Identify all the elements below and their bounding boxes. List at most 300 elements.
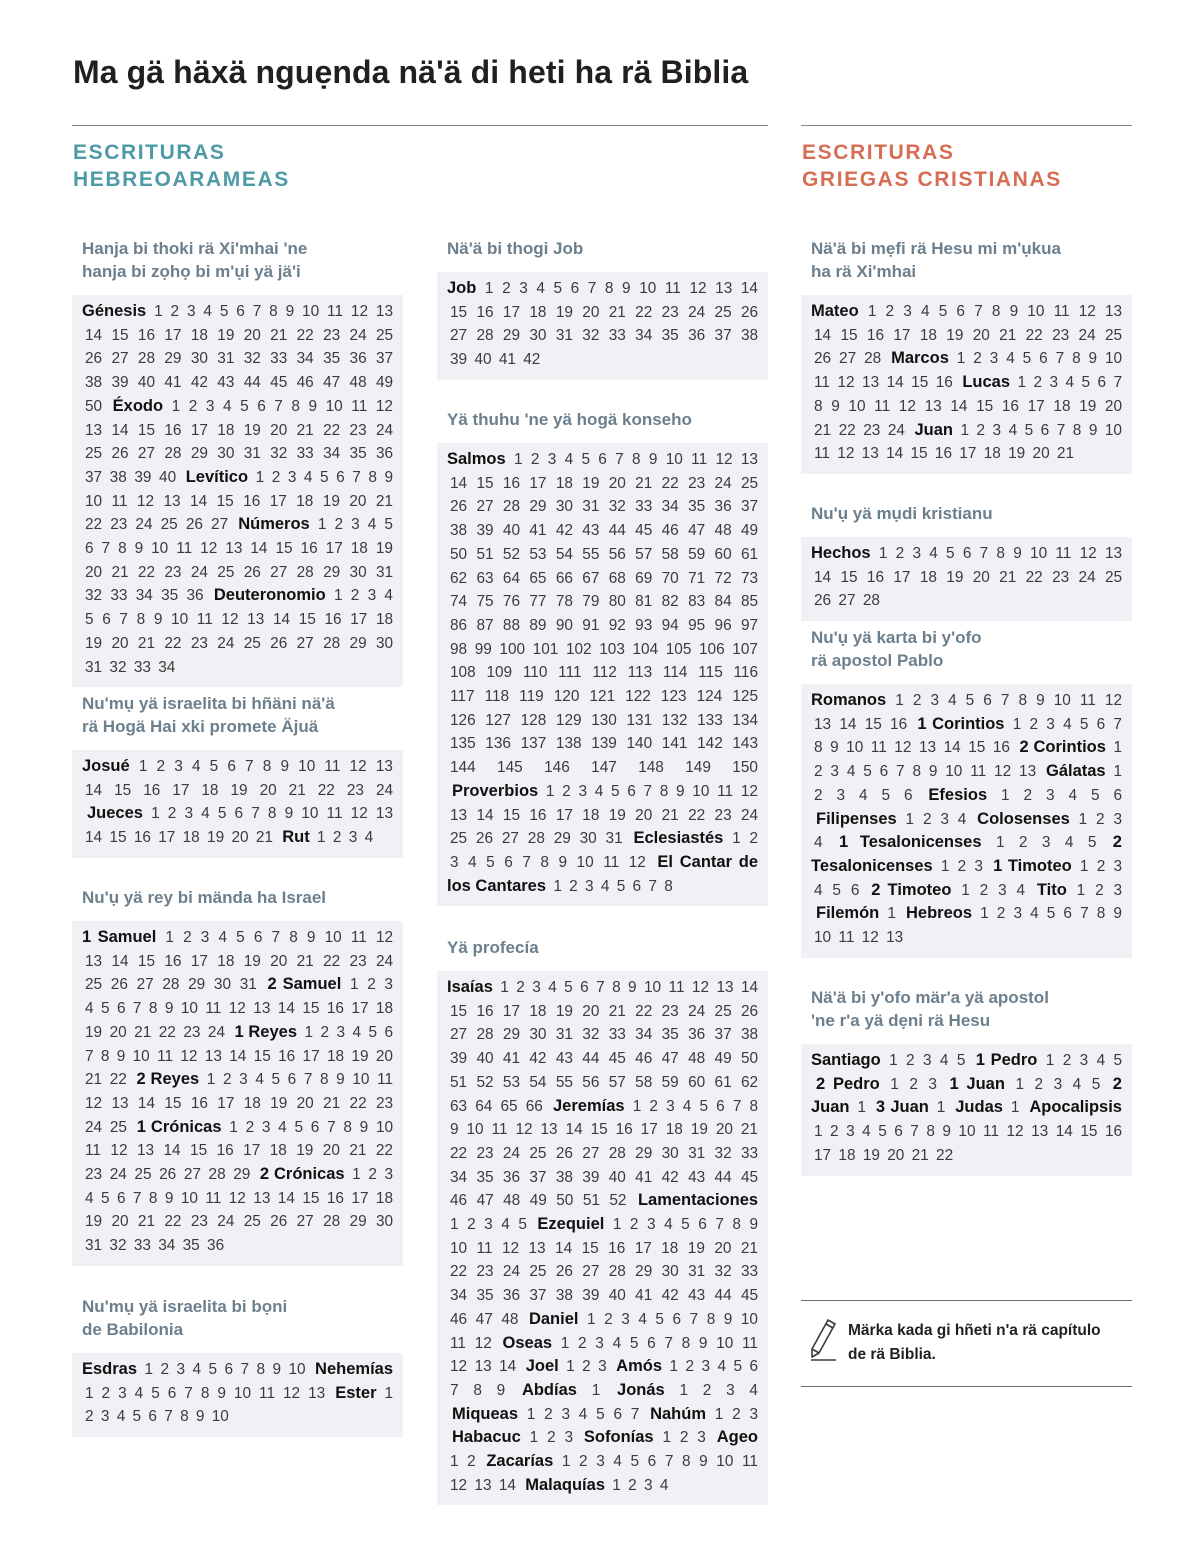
chapter-number[interactable]: 21 (270, 326, 288, 344)
chapter-number[interactable]: 37 (375, 350, 394, 368)
chapter-number[interactable]: 21 (296, 952, 314, 970)
chapter-number[interactable]: 27 (183, 1166, 201, 1184)
chapter-number[interactable]: 7 (450, 1381, 459, 1399)
chapter-number[interactable]: 16 (890, 715, 908, 733)
chapter-number[interactable]: 5 (1024, 421, 1034, 439)
chapter-number[interactable]: 23 (1052, 326, 1070, 344)
chapter-number[interactable]: 13 (450, 806, 468, 824)
chapter-number[interactable]: 92 (608, 616, 626, 634)
chapter-number[interactable]: 55 (555, 1073, 573, 1091)
chapter-number[interactable]: 57 (608, 1073, 626, 1091)
chapter-number[interactable]: 16 (529, 806, 547, 824)
chapter-number[interactable]: 13 (1104, 545, 1123, 562)
chapter-number[interactable]: 10 (171, 611, 189, 629)
chapter-number[interactable]: 13 (247, 611, 265, 629)
chapter-number[interactable]: 8 (604, 280, 614, 297)
chapter-number[interactable]: 3 (701, 1358, 710, 1376)
chapter-number[interactable]: 18 (201, 781, 219, 799)
chapter-number[interactable]: 13 (715, 280, 733, 297)
chapter-number[interactable]: 35 (661, 1026, 679, 1044)
chapter-number[interactable]: 1 (814, 1123, 823, 1141)
chapter-number[interactable]: 22 (1025, 326, 1043, 344)
chapter-number[interactable]: 25 (714, 303, 732, 321)
chapter-number[interactable]: 67 (582, 569, 600, 587)
chapter-number[interactable]: 7 (352, 468, 361, 486)
chapter-number[interactable]: 10 (325, 397, 343, 415)
chapter-number[interactable]: 2 (922, 810, 932, 828)
chapter-number[interactable]: 10 (211, 1408, 229, 1426)
chapter-number[interactable]: 8 (814, 739, 823, 757)
chapter-number[interactable]: 41 (164, 374, 182, 392)
chapter-number[interactable]: 15 (275, 540, 293, 558)
chapter-number[interactable]: 27 (582, 1144, 600, 1162)
chapter-number[interactable]: 6 (253, 929, 263, 946)
chapter-number[interactable]: 1 (960, 421, 969, 439)
chapter-number[interactable]: 3 (384, 1166, 394, 1184)
chapter-number[interactable]: 6 (310, 1118, 320, 1136)
chapter-number[interactable]: 9 (749, 1216, 759, 1234)
chapter-number[interactable]: 5 (629, 1334, 639, 1352)
chapter-number[interactable]: 96 (714, 616, 732, 634)
chapter-number[interactable]: 7 (689, 1310, 699, 1328)
chapter-number[interactable]: 5 (553, 280, 563, 297)
chapter-number[interactable]: 31 (85, 658, 103, 676)
chapter-number[interactable]: 10 (1027, 303, 1045, 320)
chapter-number[interactable]: 9 (164, 1000, 174, 1018)
chapter-number[interactable]: 4 (85, 1189, 94, 1207)
chapter-number[interactable]: 25 (217, 563, 235, 581)
chapter-number[interactable]: 7 (164, 1408, 173, 1426)
chapter-number[interactable]: 82 (661, 593, 679, 611)
chapter-number[interactable]: 49 (714, 1050, 732, 1068)
chapter-number[interactable]: 3 (1013, 905, 1023, 923)
chapter-number[interactable]: 17 (350, 611, 368, 629)
chapter-number[interactable]: 2 (830, 1123, 839, 1141)
chapter-number[interactable]: 2 (167, 805, 177, 823)
chapter-number[interactable]: 5 (320, 468, 329, 486)
chapter-number[interactable]: 6 (716, 1097, 725, 1115)
chapter-number[interactable]: 15 (302, 1189, 320, 1207)
chapter-number[interactable]: 7 (303, 1071, 313, 1089)
chapter-number[interactable]: 9 (450, 1121, 459, 1139)
chapter-number[interactable]: 50 (740, 1050, 759, 1068)
chapter-number[interactable]: 10 (298, 758, 316, 775)
chapter-number[interactable]: 5 (100, 1000, 110, 1018)
chapter-number[interactable]: 5 (832, 881, 841, 899)
chapter-number[interactable]: 5 (132, 1408, 142, 1426)
chapter-number[interactable]: 4 (929, 545, 938, 562)
chapter-number[interactable]: 22 (661, 474, 679, 492)
chapter-number[interactable]: 25 (740, 474, 759, 492)
chapter-number[interactable]: 21 (296, 421, 314, 439)
chapter-number[interactable]: 12 (349, 758, 367, 775)
chapter-number[interactable]: 27 (111, 350, 129, 368)
chapter-number[interactable]: 110 (522, 664, 548, 682)
chapter-number[interactable]: 4 (116, 1408, 126, 1426)
chapter-number[interactable]: 12 (450, 1476, 468, 1494)
chapter-number[interactable]: 2 (1095, 881, 1104, 899)
chapter-number[interactable]: 40 (608, 1168, 626, 1186)
chapter-number[interactable]: 5 (878, 1123, 887, 1141)
chapter-number[interactable]: 2 (578, 1334, 587, 1352)
chapter-number[interactable]: 4 (814, 834, 823, 852)
chapter-number[interactable]: 14 (277, 1000, 295, 1018)
chapter-number[interactable]: 30 (661, 1144, 679, 1162)
chapter-number[interactable]: 13 (1019, 763, 1037, 781)
chapter-number[interactable]: 11 (691, 451, 708, 468)
chapter-number[interactable]: 61 (740, 545, 759, 563)
chapter-number[interactable]: 37 (529, 1168, 547, 1186)
chapter-number[interactable]: 8 (1072, 421, 1082, 439)
chapter-number[interactable]: 4 (920, 303, 930, 320)
chapter-number[interactable]: 4 (548, 979, 557, 996)
chapter-number[interactable]: 2 (467, 1216, 476, 1234)
chapter-number[interactable]: 2 (1062, 1052, 1072, 1069)
chapter-number[interactable]: 66 (525, 1097, 543, 1115)
chapter-number[interactable]: 31 (239, 976, 257, 994)
chapter-number[interactable]: 7 (896, 763, 905, 781)
chapter-number[interactable]: 6 (1063, 905, 1072, 923)
chapter-number[interactable]: 25 (714, 1002, 732, 1020)
chapter-number[interactable]: 3 (912, 545, 921, 562)
chapter-number[interactable]: 4 (749, 1381, 758, 1399)
chapter-number[interactable]: 20 (270, 421, 288, 439)
chapter-number[interactable]: 47 (475, 1310, 493, 1328)
chapter-number[interactable]: 15 (111, 326, 129, 344)
chapter-number[interactable]: 16 (1001, 397, 1019, 415)
chapter-number[interactable]: 12 (501, 1239, 520, 1257)
chapter-number[interactable]: 3 (846, 1123, 855, 1141)
chapter-number[interactable]: 2 (1033, 374, 1043, 392)
chapter-number[interactable]: 58 (661, 545, 679, 563)
chapter-number[interactable]: 13 (740, 451, 758, 468)
chapter-number[interactable]: 138 (555, 735, 582, 753)
chapter-number[interactable]: 8 (540, 853, 549, 871)
chapter-number[interactable]: 5 (236, 929, 245, 946)
chapter-number[interactable]: 7 (587, 280, 597, 297)
chapter-number[interactable]: 26 (110, 976, 128, 994)
chapter-number[interactable]: 10 (180, 1189, 198, 1207)
chapter-number[interactable]: 17 (814, 1146, 832, 1164)
chapter-number[interactable]: 12 (350, 805, 368, 823)
chapter-number[interactable]: 8 (991, 303, 1001, 320)
chapter-number[interactable]: 13 (814, 715, 832, 733)
chapter-number[interactable]: 24 (502, 1263, 521, 1281)
chapter-number[interactable]: 1 (587, 1310, 596, 1328)
chapter-number[interactable]: 10 (288, 1361, 306, 1378)
chapter-number[interactable]: 8 (320, 1071, 329, 1089)
chapter-number[interactable]: 2 (1023, 786, 1033, 804)
chapter-number[interactable]: 1 (612, 1216, 622, 1234)
chapter-number[interactable]: 8 (148, 1189, 158, 1207)
chapter-number[interactable]: 17 (190, 421, 208, 439)
chapter-number[interactable]: 91 (582, 616, 600, 634)
chapter-number[interactable]: 24 (502, 1144, 521, 1162)
chapter-number[interactable]: 1 (229, 1118, 238, 1136)
chapter-number[interactable]: 24 (85, 1118, 103, 1136)
chapter-number[interactable]: 6 (983, 692, 992, 709)
chapter-number[interactable]: 21 (608, 1002, 626, 1020)
chapter-number[interactable]: 6 (632, 877, 642, 895)
chapter-number[interactable]: 1 (317, 829, 326, 847)
chapter-number[interactable]: 11 (205, 1000, 222, 1018)
chapter-number[interactable]: 24 (217, 1213, 235, 1231)
chapter-number[interactable]: 8 (136, 611, 146, 629)
chapter-number[interactable]: 14 (272, 611, 291, 629)
chapter-number[interactable]: 12 (861, 929, 879, 947)
chapter-number[interactable]: 3 (484, 1216, 493, 1234)
chapter-number[interactable]: 42 (661, 1287, 679, 1305)
chapter-number[interactable]: 8 (291, 397, 300, 415)
chapter-number[interactable]: 109 (486, 664, 513, 682)
chapter-number[interactable]: 10 (644, 979, 662, 996)
chapter-number[interactable]: 40 (159, 468, 177, 486)
chapter-number[interactable]: 41 (635, 1168, 653, 1186)
chapter-number[interactable]: 22 (936, 1146, 954, 1164)
chapter-number[interactable]: 5 (100, 1189, 110, 1207)
chapter-number[interactable]: 19 (1079, 397, 1097, 415)
chapter-number[interactable]: 6 (749, 1358, 758, 1376)
chapter-number[interactable]: 17 (269, 492, 287, 510)
chapter-number[interactable]: 21 (740, 1121, 758, 1139)
chapter-number[interactable]: 15 (590, 1121, 608, 1139)
chapter-number[interactable]: 31 (243, 445, 261, 463)
chapter-number[interactable]: 41 (498, 351, 516, 369)
chapter-number[interactable]: 11 (742, 1453, 758, 1471)
chapter-number[interactable]: 43 (688, 1168, 706, 1186)
chapter-number[interactable]: 9 (676, 782, 685, 800)
chapter-number[interactable]: 2 (906, 1052, 915, 1069)
chapter-number[interactable]: 26 (740, 303, 759, 321)
chapter-number[interactable]: 5 (681, 1216, 690, 1234)
chapter-number[interactable]: 9 (1088, 421, 1098, 439)
chapter-number[interactable]: 36 (375, 445, 394, 463)
chapter-number[interactable]: 18 (190, 326, 208, 344)
chapter-number[interactable]: 7 (1056, 421, 1066, 439)
chapter-number[interactable]: 71 (688, 569, 706, 587)
chapter-number[interactable]: 20 (635, 806, 653, 824)
chapter-number[interactable]: 14 (163, 1142, 181, 1160)
chapter-number[interactable]: 27 (582, 1263, 600, 1281)
chapter-number[interactable]: 4 (717, 1358, 726, 1376)
chapter-number[interactable]: 113 (627, 664, 653, 682)
chapter-number[interactable]: 28 (137, 350, 156, 368)
chapter-number[interactable]: 114 (662, 664, 688, 682)
chapter-number[interactable]: 1 (526, 1405, 536, 1423)
chapter-number[interactable]: 1 (138, 758, 148, 775)
chapter-number[interactable]: 17 (1027, 397, 1045, 415)
chapter-number[interactable]: 21 (134, 1023, 152, 1041)
chapter-number[interactable]: 1 (961, 881, 970, 899)
chapter-number[interactable]: 6 (698, 1216, 707, 1234)
chapter-number[interactable]: 4 (664, 1216, 673, 1234)
chapter-number[interactable]: 10 (324, 929, 342, 946)
chapter-number[interactable]: 24 (375, 952, 394, 970)
chapter-number[interactable]: 25 (85, 976, 103, 994)
chapter-number[interactable]: 12 (689, 280, 707, 297)
chapter-number[interactable]: 3 (697, 1429, 706, 1447)
chapter-number[interactable]: 39 (582, 1168, 600, 1186)
chapter-number[interactable]: 144 (450, 759, 476, 777)
chapter-number[interactable]: 11 (491, 1121, 508, 1139)
chapter-number[interactable]: 13 (375, 805, 394, 823)
chapter-number[interactable]: 23 (714, 806, 732, 824)
chapter-number[interactable]: 7 (252, 303, 262, 320)
chapter-number[interactable]: 2 (245, 1118, 255, 1136)
chapter-number[interactable]: 32 (243, 350, 261, 368)
chapter-number[interactable]: 42 (523, 351, 541, 369)
chapter-number[interactable]: 48 (501, 1310, 519, 1328)
chapter-number[interactable]: 26 (111, 445, 129, 463)
chapter-number[interactable]: 66 (555, 569, 573, 587)
chapter-number[interactable]: 6 (234, 805, 244, 823)
chapter-number[interactable]: 7 (979, 545, 989, 562)
chapter-number[interactable]: 18 (182, 829, 200, 847)
chapter-number[interactable]: 1 (560, 1334, 570, 1352)
chapter-number[interactable]: 13 (1105, 303, 1123, 320)
chapter-number[interactable]: 3 (348, 829, 358, 847)
chapter-number[interactable]: 2 (912, 692, 922, 709)
chapter-number[interactable]: 34 (450, 1287, 468, 1305)
chapter-number[interactable]: 9 (1088, 350, 1098, 368)
chapter-number[interactable]: 1 (151, 805, 160, 823)
chapter-number[interactable]: 20 (322, 1142, 340, 1160)
chapter-number[interactable]: 90 (555, 616, 573, 634)
chapter-number[interactable]: 3 (830, 763, 839, 781)
chapter-number[interactable]: 6 (1113, 786, 1123, 804)
chapter-number[interactable]: 1 (940, 857, 950, 875)
chapter-number[interactable]: 2 (334, 516, 344, 534)
chapter-number[interactable]: 35 (476, 1168, 494, 1186)
chapter-number[interactable]: 22 (450, 1144, 468, 1162)
chapter-number[interactable]: 9 (272, 1361, 282, 1378)
chapter-number[interactable]: 41 (502, 1050, 521, 1068)
chapter-number[interactable]: 6 (879, 763, 889, 781)
chapter-number[interactable]: 87 (476, 616, 494, 634)
chapter-number[interactable]: 75 (476, 593, 494, 611)
chapter-number[interactable]: 4 (564, 451, 574, 468)
chapter-number[interactable]: 14 (740, 979, 759, 996)
chapter-number[interactable]: 15 (450, 1002, 468, 1020)
chapter-number[interactable]: 9 (280, 758, 290, 775)
chapter-number[interactable]: 7 (715, 1216, 724, 1234)
chapter-number[interactable]: 3 (585, 877, 594, 895)
chapter-number[interactable]: 30 (529, 327, 547, 345)
chapter-number[interactable]: 15 (864, 715, 882, 733)
chapter-number[interactable]: 24 (1078, 568, 1096, 586)
chapter-number[interactable]: 17 (893, 568, 911, 586)
chapter-number[interactable]: 12 (1104, 692, 1123, 709)
chapter-number[interactable]: 4 (659, 1476, 669, 1494)
chapter-number[interactable]: 10 (1104, 421, 1122, 439)
chapter-number[interactable]: 48 (714, 522, 732, 540)
chapter-number[interactable]: 26 (555, 1263, 573, 1281)
chapter-number[interactable]: 3 (749, 1405, 758, 1423)
chapter-number[interactable]: 3 (384, 976, 393, 994)
chapter-number[interactable]: 31 (688, 1144, 706, 1162)
chapter-number[interactable]: 4 (613, 1453, 622, 1471)
chapter-number[interactable]: 14 (886, 445, 904, 463)
chapter-number[interactable]: 8 (118, 540, 127, 558)
chapter-number[interactable]: 50 (556, 1192, 574, 1210)
chapter-number[interactable]: 20 (349, 492, 367, 510)
chapter-number[interactable]: 45 (740, 1168, 759, 1186)
chapter-number[interactable]: 1 (895, 692, 904, 709)
chapter-number[interactable]: 30 (213, 976, 232, 994)
chapter-number[interactable]: 17 (640, 1121, 658, 1139)
chapter-number[interactable]: 6 (1096, 715, 1106, 733)
chapter-number[interactable]: 9 (153, 611, 163, 629)
chapter-number[interactable]: 9 (723, 1310, 733, 1328)
chapter-number[interactable]: 10 (233, 1384, 252, 1402)
chapter-number[interactable]: 52 (476, 1073, 494, 1091)
chapter-number[interactable]: 2 (579, 1453, 588, 1471)
chapter-number[interactable]: 7 (910, 1123, 919, 1141)
chapter-number[interactable]: 13 (1031, 1123, 1049, 1141)
chapter-number[interactable]: 47 (661, 1050, 679, 1068)
chapter-number[interactable]: 24 (740, 806, 759, 824)
chapter-number[interactable]: 1 (317, 516, 327, 534)
chapter-number[interactable]: 44 (608, 522, 626, 540)
chapter-number[interactable]: 17 (634, 1239, 652, 1257)
chapter-number[interactable]: 2 (679, 1429, 689, 1447)
chapter-number[interactable]: 19 (946, 568, 964, 586)
chapter-number[interactable]: 5 (208, 1361, 218, 1378)
chapter-number[interactable]: 29 (233, 1166, 251, 1184)
chapter-number[interactable]: 14 (814, 326, 832, 344)
chapter-number[interactable]: 97 (740, 616, 759, 634)
chapter-number[interactable]: 3 (450, 853, 459, 871)
chapter-number[interactable]: 4 (1008, 421, 1018, 439)
chapter-number[interactable]: 19 (690, 1121, 708, 1139)
chapter-number[interactable]: 3 (578, 782, 587, 800)
chapter-number[interactable]: 11 (717, 782, 734, 800)
chapter-number[interactable]: 16 (216, 1142, 234, 1160)
chapter-number[interactable]: 4 (682, 1097, 692, 1115)
chapter-number[interactable]: 12 (450, 1358, 468, 1376)
chapter-number[interactable]: 22 (296, 326, 314, 344)
chapter-number[interactable]: 11 (1055, 545, 1072, 562)
chapter-number[interactable]: 11 (664, 280, 681, 297)
chapter-number[interactable]: 34 (296, 350, 314, 368)
chapter-number[interactable]: 49 (375, 374, 394, 392)
chapter-number[interactable]: 9 (359, 1118, 369, 1136)
chapter-number[interactable]: 19 (243, 421, 261, 439)
chapter-number[interactable]: 29 (349, 1213, 367, 1231)
chapter-number[interactable]: 3 (561, 1405, 571, 1423)
chapter-number[interactable]: 5 (581, 451, 590, 468)
chapter-number[interactable]: 5 (1091, 1075, 1101, 1093)
chapter-number[interactable]: 28 (608, 1263, 626, 1281)
chapter-number[interactable]: 23 (476, 1263, 494, 1281)
chapter-number[interactable]: 29 (553, 830, 571, 848)
chapter-number[interactable]: 21 (911, 1146, 929, 1164)
chapter-number[interactable]: 33 (635, 498, 653, 516)
chapter-number[interactable]: 27 (450, 1026, 468, 1044)
chapter-number[interactable]: 16 (866, 568, 885, 586)
chapter-number[interactable]: 14 (1055, 1123, 1073, 1141)
chapter-number[interactable]: 9 (306, 929, 316, 946)
chapter-number[interactable]: 36 (186, 587, 204, 605)
chapter-number[interactable]: 103 (599, 640, 625, 658)
chapter-number[interactable]: 25 (85, 445, 103, 463)
chapter-number[interactable]: 10 (1030, 545, 1048, 562)
chapter-number[interactable]: 7 (1113, 374, 1123, 392)
chapter-number[interactable]: 14 (476, 806, 494, 824)
chapter-number[interactable]: 22 (85, 516, 103, 534)
chapter-number[interactable]: 34 (158, 658, 176, 676)
chapter-number[interactable]: 17 (164, 326, 182, 344)
